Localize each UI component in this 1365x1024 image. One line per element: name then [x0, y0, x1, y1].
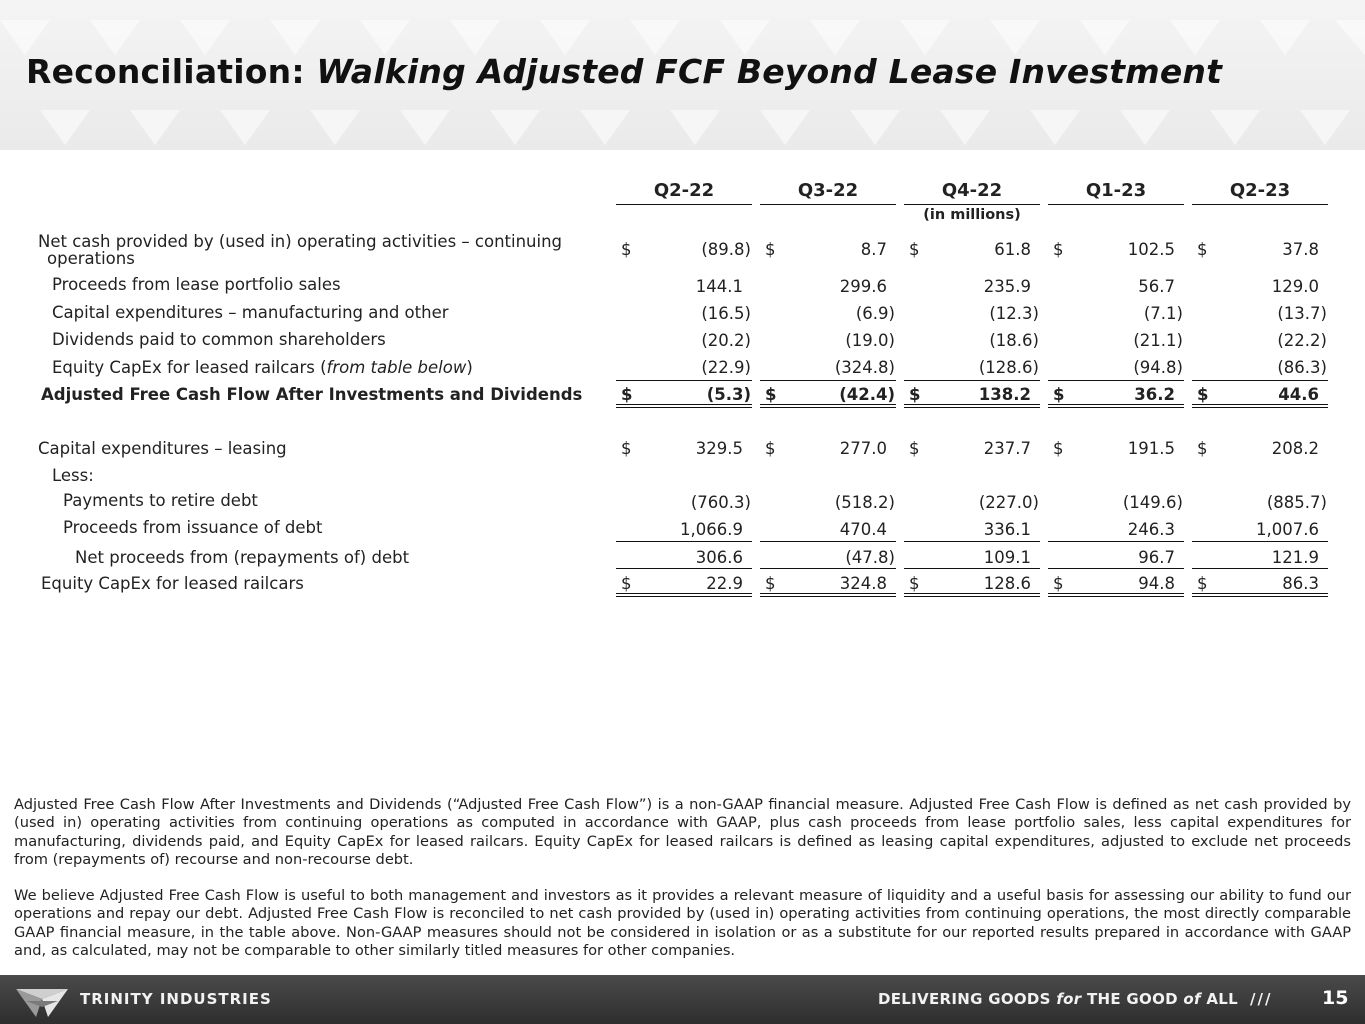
- total-double-rule: [1192, 593, 1328, 597]
- cell-capex-leasing-q2-22: 329.5: [695, 439, 743, 458]
- footer-brand: TRINITY INDUSTRIES: [80, 990, 272, 1008]
- unit-note: (in millions): [923, 207, 1021, 223]
- cell-equity-top-q2-23: (86.3): [1277, 358, 1327, 377]
- subtotal-rule: [616, 380, 752, 381]
- subtotal-rule: [904, 380, 1040, 381]
- cell-equity-top-q4-22: (128.6): [978, 358, 1039, 377]
- footer-bar: [0, 975, 1365, 1024]
- currency-symbol: $: [909, 385, 921, 404]
- tagline-part: ALL: [1200, 990, 1239, 1008]
- currency-symbol: $: [1197, 240, 1208, 259]
- cell-dividends-q2-22: (20.2): [701, 331, 751, 350]
- currency-symbol: $: [1197, 574, 1208, 593]
- cell-adj-fcf-q3-22: (42.4): [839, 385, 895, 404]
- subtotal-rule: [760, 380, 896, 381]
- header-rule: [1192, 204, 1328, 205]
- cell-lease-sales-q2-23: 129.0: [1271, 277, 1319, 296]
- tagline-for: for: [1056, 990, 1082, 1008]
- total-double-rule: [616, 593, 752, 597]
- subtotal-rule: [1048, 568, 1184, 569]
- row-label-less: Less:: [52, 466, 94, 485]
- currency-symbol: $: [909, 574, 920, 593]
- currency-symbol: $: [765, 385, 777, 404]
- cell-dividends-q4-22: (18.6): [989, 331, 1039, 350]
- trinity-logo-icon: [14, 981, 70, 1019]
- cell-equity-bottom-q2-22: 22.9: [706, 574, 743, 593]
- header-rule: [760, 204, 896, 205]
- row-label-equity-capex-top: [52, 358, 473, 377]
- currency-symbol: $: [1197, 385, 1209, 404]
- cell-capex-mfg-q2-23: (13.7): [1277, 304, 1327, 323]
- column-header-q2-22: Q2-22: [653, 180, 715, 201]
- cell-lease-sales-q1-23: 56.7: [1138, 277, 1175, 296]
- currency-symbol: $: [909, 240, 920, 259]
- label-suffix: ): [466, 358, 473, 377]
- subtotal-rule: [760, 568, 896, 569]
- total-double-rule: [760, 593, 896, 597]
- cell-capex-leasing-q4-22: 237.7: [983, 439, 1031, 458]
- row-label-net-debt: Net proceeds from (repayments of) debt: [75, 548, 410, 567]
- row-label-retire-debt: Payments to retire debt: [63, 491, 258, 510]
- cell-adj-fcf-q2-22: (5.3): [706, 385, 751, 404]
- row-label-capex-leasing: Capital expenditures – leasing: [38, 439, 287, 458]
- currency-symbol: $: [1197, 439, 1208, 458]
- row-label-adj-fcf: Adjusted Free Cash Flow After Investments and Dividends: [41, 385, 583, 404]
- title-prefix: Reconciliation:: [26, 52, 317, 91]
- cell-equity-top-q1-23: (94.8): [1133, 358, 1183, 377]
- tagline-part: THE GOOD: [1081, 990, 1184, 1008]
- cell-retire-debt-q1-23: (149.6): [1122, 493, 1183, 512]
- footer-tagline: [878, 990, 1238, 1008]
- cell-adj-fcf-q2-23: 44.6: [1278, 385, 1319, 404]
- cell-op-q3-22: 8.7: [860, 240, 887, 259]
- cell-retire-debt-q2-22: (760.3): [690, 493, 751, 512]
- subtotal-rule: [1048, 541, 1184, 542]
- column-header-q3-22: Q3-22: [797, 180, 859, 201]
- row-label-op-line1: Net cash provided by (used in) operating activities – continuing: [38, 232, 563, 251]
- cell-op-q4-22: 61.8: [994, 240, 1031, 259]
- footnotes: [14, 796, 1351, 978]
- cell-dividends-q3-22: (19.0): [845, 331, 895, 350]
- cell-equity-bottom-q2-23: 86.3: [1282, 574, 1319, 593]
- currency-symbol: $: [1053, 439, 1064, 458]
- subtotal-rule: [616, 568, 752, 569]
- currency-symbol: $: [1053, 574, 1064, 593]
- header-rule: [1048, 204, 1184, 205]
- cell-op-q2-23: 37.8: [1282, 240, 1319, 259]
- column-header-q1-23: Q1-23: [1085, 180, 1147, 201]
- currency-symbol: $: [765, 439, 776, 458]
- cell-net-debt-q2-23: 121.9: [1271, 548, 1319, 567]
- currency-symbol: $: [621, 574, 632, 593]
- subtotal-rule: [616, 541, 752, 542]
- label-prefix: Equity CapEx for leased railcars (: [52, 358, 327, 377]
- cell-equity-bottom-q3-22: 324.8: [839, 574, 887, 593]
- cell-capex-mfg-q3-22: (6.9): [855, 304, 895, 323]
- row-label-issue-debt: Proceeds from issuance of debt: [63, 518, 323, 537]
- cell-retire-debt-q3-22: (518.2): [834, 493, 895, 512]
- header-rule: [616, 204, 752, 205]
- cell-adj-fcf-q4-22: 138.2: [978, 385, 1031, 404]
- header-rule: [904, 204, 1040, 205]
- row-label-capex-mfg: Capital expenditures – manufacturing and other: [52, 303, 449, 322]
- cell-retire-debt-q2-23: (885.7): [1266, 493, 1327, 512]
- row-label-dividends: Dividends paid to common shareholders: [52, 330, 386, 349]
- label-italic: from table below: [326, 358, 467, 377]
- tagline-of: of: [1183, 990, 1201, 1008]
- cell-issue-debt-q2-23: 1,007.6: [1256, 520, 1319, 539]
- cell-issue-debt-q4-22: 336.1: [983, 520, 1031, 539]
- row-label-lease-sales: Proceeds from lease portfolio sales: [52, 275, 341, 294]
- subtotal-rule: [1192, 380, 1328, 381]
- column-header-q4-22: Q4-22: [941, 180, 1003, 201]
- subtotal-rule: [1192, 568, 1328, 569]
- cell-issue-debt-q2-22: 1,066.9: [680, 520, 743, 539]
- subtotal-rule: [1048, 380, 1184, 381]
- tagline-part: DELIVERING GOODS: [878, 990, 1057, 1008]
- cell-capex-mfg-q1-23: (7.1): [1143, 304, 1183, 323]
- total-double-rule: [616, 404, 752, 408]
- title-italic: Walking Adjusted FCF Beyond Lease Investment: [316, 52, 1223, 91]
- total-double-rule: [904, 593, 1040, 597]
- cell-lease-sales-q3-22: 299.6: [839, 277, 887, 296]
- currency-symbol: $: [765, 574, 776, 593]
- cell-equity-bottom-q1-23: 94.8: [1138, 574, 1175, 593]
- row-label-equity-capex-bottom: Equity CapEx for leased railcars: [41, 574, 304, 593]
- cell-capex-leasing-q1-23: 191.5: [1127, 439, 1175, 458]
- total-double-rule: [1192, 404, 1328, 408]
- cell-adj-fcf-q1-23: 36.2: [1134, 385, 1175, 404]
- subtotal-rule: [904, 541, 1040, 542]
- footnote-usefulness: We believe Adjusted Free Cash Flow is useful to both management and investors as it provides a relevant measure of liquidity and a useful basis for assessing our ability to fund our operations and repay our debt. Adjusted Free Cash Flow is reconciled to net cash provided by (used in) operating activities from continuing operations, the most directly comparable GAAP financial measure, in the table above. Non-GAAP measures should not be considered in isolation or as a substitute for our reported results prepared in accordance with GAAP and, as calculated, may not be comparable to other similarly titled measures for other companies.: [14, 887, 1351, 960]
- currency-symbol: $: [621, 385, 633, 404]
- currency-symbol: $: [621, 439, 632, 458]
- cell-capex-mfg-q2-22: (16.5): [701, 304, 751, 323]
- page-number: 15: [1322, 987, 1349, 1009]
- footnote-definition: Adjusted Free Cash Flow After Investments and Dividends (“Adjusted Free Cash Flow”) is a non-GAAP financial measure. Adjusted Free Cash Flow is defined as net cash provided by (used in) operating activities from continuing operations as computed in accordance with GAAP, plus cash proceeds from lease portfolio sales, less capital expenditures for manufacturing, dividends paid, and Equity CapEx for leased railcars. Equity CapEx for leased railcars is defined as leasing capital expenditures, adjusted to exclude net proceeds from (repayments of) recourse and non-recourse debt.: [14, 796, 1351, 868]
- footer-slashes: ///: [1250, 990, 1273, 1008]
- cell-op-q2-22: (89.8): [701, 240, 751, 259]
- cell-lease-sales-q4-22: 235.9: [983, 277, 1031, 296]
- cell-equity-bottom-q4-22: 128.6: [983, 574, 1031, 593]
- total-double-rule: [1048, 593, 1184, 597]
- cell-issue-debt-q3-22: 470.4: [839, 520, 887, 539]
- cell-net-debt-q1-23: 96.7: [1138, 548, 1175, 567]
- column-header-q2-23: Q2-23: [1229, 180, 1291, 201]
- cell-net-debt-q2-22: 306.6: [695, 548, 743, 567]
- cell-net-debt-q3-22: (47.8): [845, 548, 895, 567]
- cell-dividends-q1-23: (21.1): [1133, 331, 1183, 350]
- row-label-op-line2: operations: [47, 249, 135, 268]
- currency-symbol: $: [765, 240, 776, 259]
- currency-symbol: $: [909, 439, 920, 458]
- cell-capex-leasing-q3-22: 277.0: [839, 439, 887, 458]
- cell-retire-debt-q4-22: (227.0): [978, 493, 1039, 512]
- cell-op-q1-23: 102.5: [1127, 240, 1175, 259]
- cell-capex-leasing-q2-23: 208.2: [1271, 439, 1319, 458]
- cell-equity-top-q2-22: (22.9): [701, 358, 751, 377]
- cell-capex-mfg-q4-22: (12.3): [989, 304, 1039, 323]
- currency-symbol: $: [1053, 240, 1064, 259]
- cell-lease-sales-q2-22: 144.1: [695, 277, 743, 296]
- cell-issue-debt-q1-23: 246.3: [1127, 520, 1175, 539]
- total-double-rule: [760, 404, 896, 408]
- total-double-rule: [904, 404, 1040, 408]
- currency-symbol: $: [1053, 385, 1065, 404]
- currency-symbol: $: [621, 240, 632, 259]
- subtotal-rule: [760, 541, 896, 542]
- cell-equity-top-q3-22: (324.8): [834, 358, 895, 377]
- subtotal-rule: [904, 568, 1040, 569]
- cell-dividends-q2-23: (22.2): [1277, 331, 1327, 350]
- cell-net-debt-q4-22: 109.1: [983, 548, 1031, 567]
- total-double-rule: [1048, 404, 1184, 408]
- subtotal-rule: [1192, 541, 1328, 542]
